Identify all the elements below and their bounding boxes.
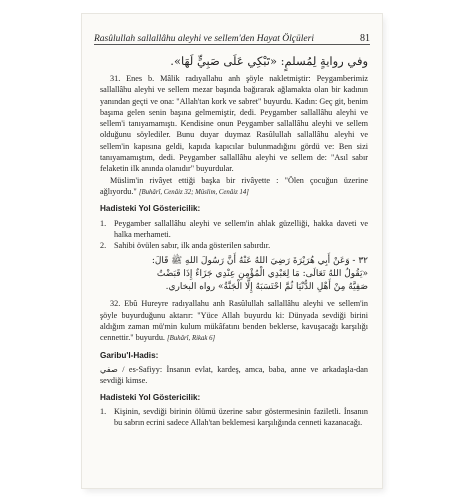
guidance-1-item-2 [100,240,368,251]
hadith-31-reference: [Buhârî, Cenâiz 32; Müslim, Cenâiz 14] [138,188,249,196]
garibul-definition [100,364,368,387]
item-number: 1. [100,218,107,228]
item-text: Peygamber sallallâhu aleyhi ve sellem'in ahlak güzelliği, hakka daveti ve halka merhameti. [114,218,368,239]
page-content [100,52,368,428]
arabic-hadith-32-line-2: «يَقُولُ اللهُ تَعَالَى: مَا لِعَبْدِي الْمُؤْمِنِ عِنْدِي جَزَاءٌ إِذَا قَبَضْتُ [156,269,368,280]
book-page [82,14,382,488]
guidance-1-item-1 [100,218,368,241]
hadith-31-text: 31. Enes b. Mâlik radıyallahu anh şöyle nakletmiştir: Peygamberimiz sallallâhu aleyhi ve sellem mezar başında bağırarak ağlamakta olan bir kadının yanından geçti ve ona: "Allah'tan kork ve sabret" buyurdu. Kadın: Geç git, benim başıma gelen senin başına gelmemiştir, dedi. Peygamber sallallâhu aleyhi ve sellem'i tanıyamamıştı. Kendisine onun Peygamber sallallâhu aleyhi ve sellem olduğunu söylediler. Bunu duyar duymaz Rasûlullah sallallâhu aleyhi ve sellem'in kapısına geldi, kapıda kapıcılar bulunmadığını gördü ve: Ben sizi tanıyamamıştım, dedi. Peygamber sallallâhu aleyhi ve sellem de: "Asıl sabır felaketin ilk anında olanıdır" buyurdular. [100,74,368,174]
arabic-hadith-32-line-3: صَفِيَّهُ مِنْ أَهْلِ الدُّنْيَا ثُمَّ احْتَسَبَهُ إِلَّا الْجَنَّةُ» رواه البخاري. [165,282,368,293]
item-number: 2. [100,241,107,251]
header-title: Rasûlullah sallallâhu aleyhi ve sellem'den Hayat Ölçüleri [94,34,314,44]
item-number: 1. [100,406,107,416]
section-title-garibul-hadis: Garibu'l-Hadis: [100,350,159,360]
hadith-31-muslim-narration [100,175,368,199]
running-header [94,28,370,45]
section-title-guidance-2: Hadisteki Yol Göstericilik: [100,392,201,402]
hadith-31-muslim-text: Müslim'in rivâyet ettiği başka bir rivâyette : "Ölen çocuğun üzerine ağlıyordu." [100,175,368,196]
page-number: 81 [360,33,370,44]
garibul-text: / es-Safiyy: İnsanın evlat, kardeş, amca, baba, anne ve arkadaşla-dan sevdiği kimse. [100,364,368,386]
item-text: Sahibi övülen sabır, ilk anda gösterilen sabırdır. [114,241,271,251]
hadith-32-text [100,298,368,344]
arabic-narration-top: وفي روايةٍ لِمُسلمٍ: «تَبْكِي عَلَى صَبِيٍّ لَهَا». [170,54,368,68]
garibul-arabic-word: صفي [100,363,118,374]
section-title-guidance-1: Hadisteki Yol Göstericilik: [100,204,201,214]
guidance-2-item-1 [100,406,368,429]
hadith-32-body: 32. Ebû Hureyre radıyallahu anh Rasûlullah sallallâhu aleyhi ve sellem'in şöyle buyurduğunu aktarır: "Yüce Allah buyurdu ki: Dünyada sevdiği birini aldığım zaman mü'min kulum mükâfatını benden beklerse, kavuşacağı karşılığı cennettir." buyurdu. [100,299,368,343]
hadith-32-reference: [Buhârî, Rikak 6] [167,335,216,343]
item-text: Kişinin, sevdiği birinin ölümü üzerine sabır göstermesinin faziletli. İnsanın bu sabrın ecrini sadece Allah'tan beklemesi karşılığında cenneti kazanacağı. [114,406,368,428]
arabic-hadith-32-line-1: ٣٢ - وَعَنْ أَبِي هُرَيْرَةَ رَضِيَ اللهُ عَنْهُ أَنَّ رَسُولَ اللهِ ﷺ قَالَ: [151,256,368,267]
